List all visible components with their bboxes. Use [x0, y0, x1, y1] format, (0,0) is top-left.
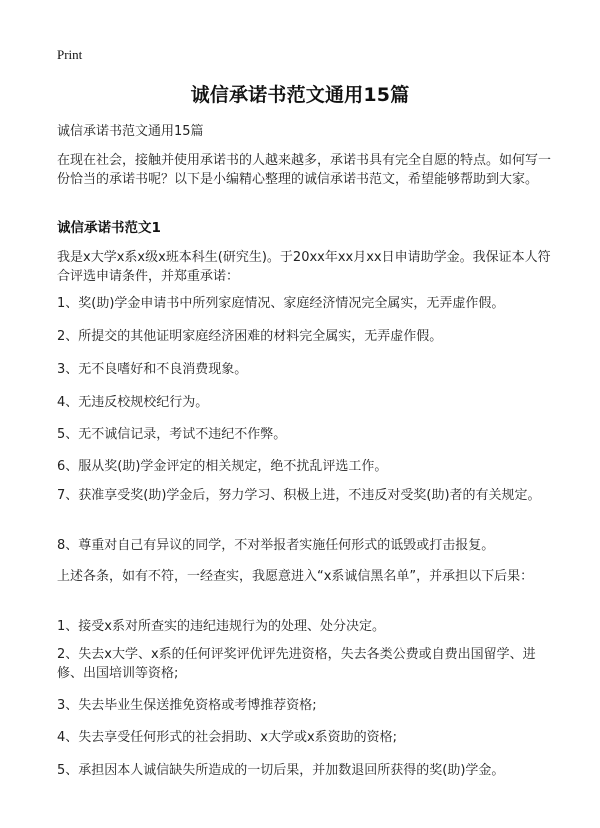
commitment-item: 1、奖(助)学金申请书中所列家庭情况、家庭经济情况完全属实，无弄虚作假。	[57, 296, 505, 311]
document-title: 诚信承诺书范文通用15篇	[190, 84, 410, 106]
consequence-item: 2、失去x大学、x系的任何评奖评优评先进资格，失去各类公费或自费出国留学、进修、出国培训等资格;	[57, 647, 536, 681]
commitment-item: 8、尊重对自己有异议的同学，不对举报者实施任何形式的诋毁或打击报复。	[57, 538, 495, 553]
commitment-item: 3、无不良嗜好和不良消费现象。	[57, 362, 248, 377]
section-heading: 诚信承诺书范文1	[57, 220, 161, 236]
document-subtitle: 诚信承诺书范文通用15篇	[57, 124, 204, 139]
consequence-item: 4、失去享受任何形式的社会捐助、x大学或x系资助的资格;	[57, 730, 398, 745]
consequence-item: 1、接受x系对所查实的违纪违规行为的处理、处分决定。	[57, 619, 385, 634]
intro-paragraph: 在现在社会，接触并使用承诺书的人越来越多，承诺书具有完全自愿的特点。如何写一份恰当的承诺书呢？以下是小编精心整理的诚信承诺书范文，希望能够帮助到大家。	[57, 153, 552, 187]
consequence-item: 3、失去毕业生保送推免资格或考博推荐资格;	[57, 698, 317, 713]
commitment-item: 4、无违反校规校纪行为。	[57, 395, 209, 410]
consequence-item: 5、承担因本人诚信缺失所造成的一切后果，并加数退回所获得的奖(助)学金。	[57, 763, 505, 778]
commitment-item: 2、所提交的其他证明家庭经济困难的材料完全属实，无弄虚作假。	[57, 329, 443, 344]
commitment-item: 6、服从奖(助)学金评定的相关规定，绝不扰乱评选工作。	[57, 459, 388, 474]
consequence-intro: 上述各条，如有不符，一经查实，我愿意进入“x系诚信黑名单”，并承担以下后果：	[57, 569, 534, 584]
opening-paragraph: 我是x大学x系x级x班本科生(研究生)。于20xx年xx月xx日申请助学金。我保证本人符合评选申请条件，并郑重承诺：	[57, 250, 551, 284]
commitment-item: 7、获准享受奖(助)学金后，努力学习、积极上进，不违反对受奖(助)者的有关规定。	[57, 488, 541, 503]
commitment-item: 5、无不诚信记录，考试不违纪不作弊。	[57, 427, 287, 442]
print-link[interactable]: Print	[57, 47, 83, 62]
